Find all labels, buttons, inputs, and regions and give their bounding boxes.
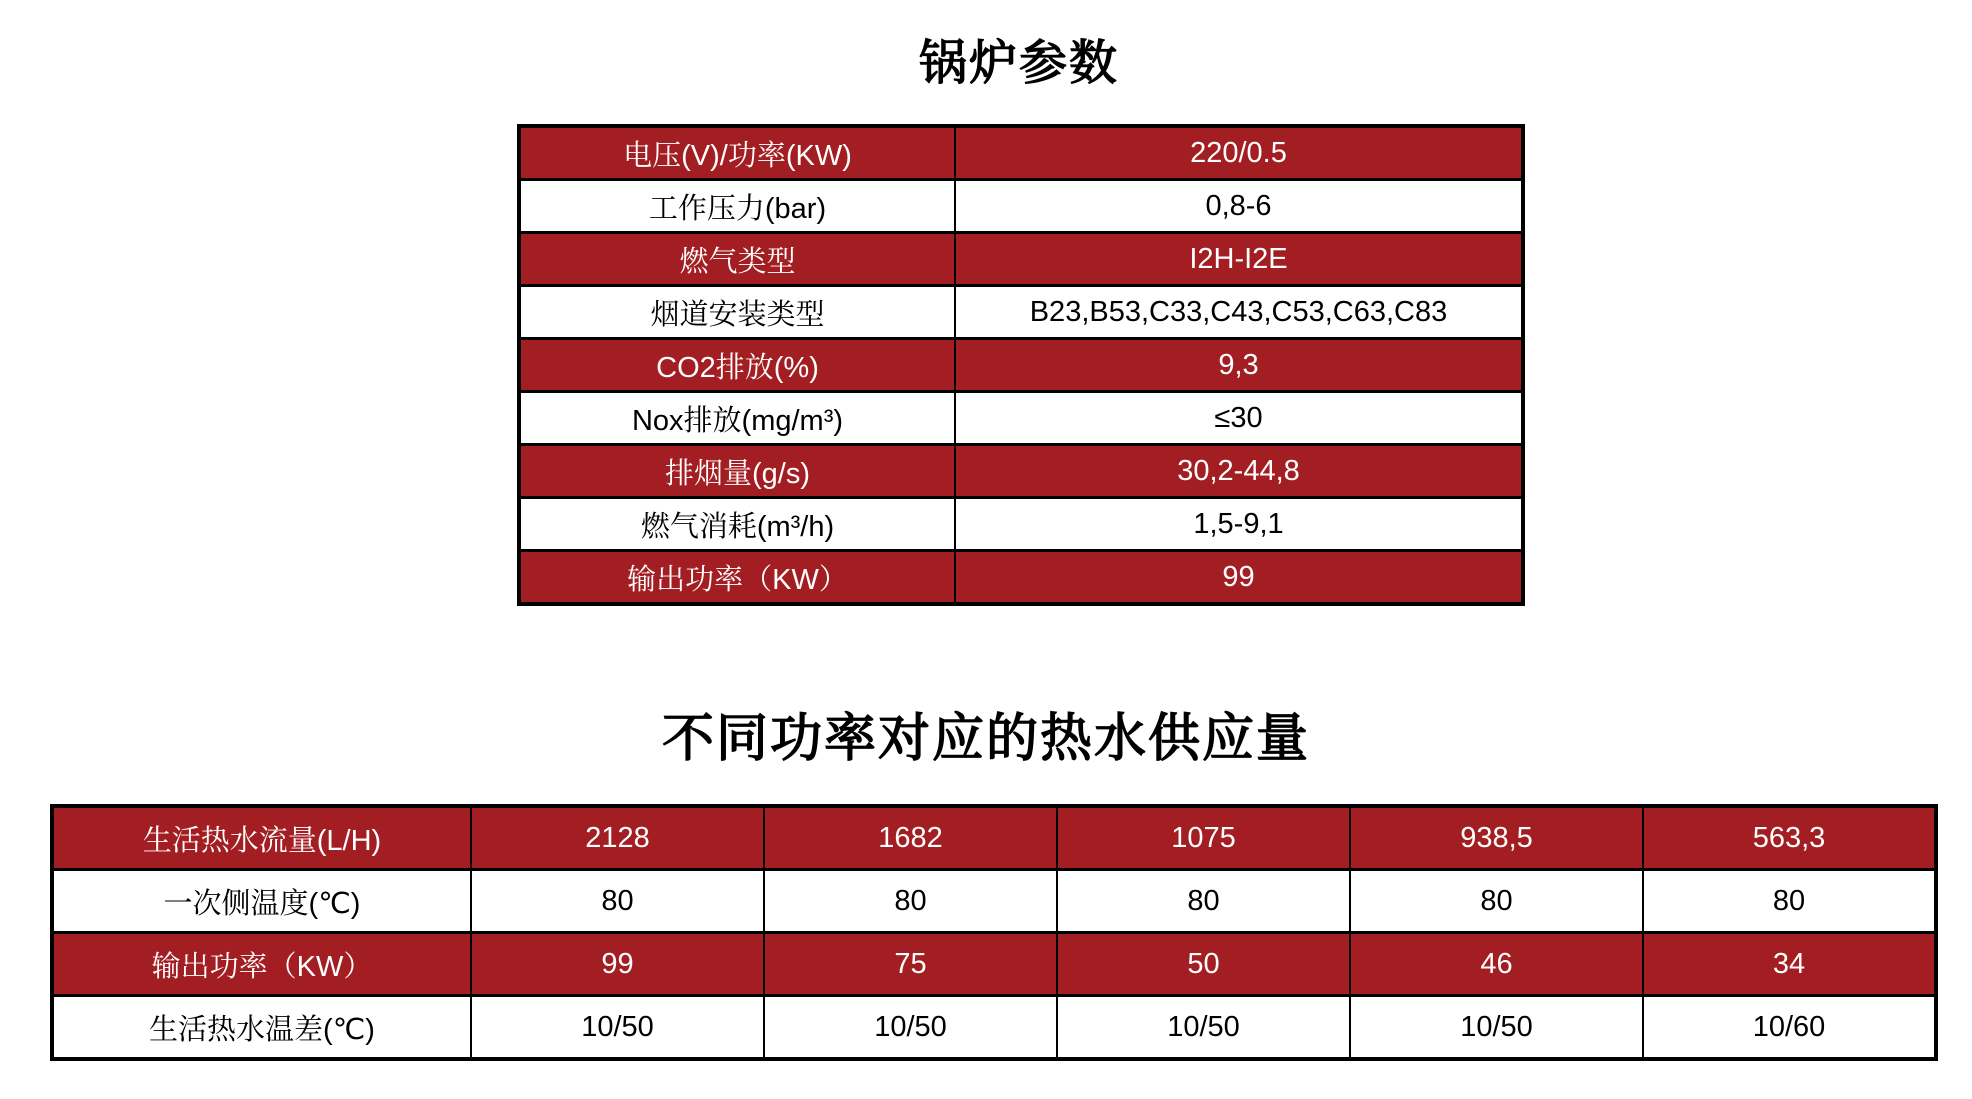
table-row: [52, 996, 1936, 1060]
boiler-table-title: 锅炉参数: [918, 37, 1119, 90]
table-row: [519, 180, 1523, 233]
supply-label-cell: 生活热水温差(℃): [52, 996, 471, 1060]
param-label-cell: 工作压力(bar): [519, 180, 955, 233]
supply-table-title: 不同功率对应的热水供应量: [661, 710, 1310, 768]
table-row: [519, 551, 1523, 605]
supply-value-cell: 80: [1643, 870, 1936, 933]
table-row: [519, 233, 1523, 286]
table-row: [52, 870, 1936, 933]
supply-value-cell: 1075: [1057, 806, 1350, 870]
supply-value-cell: 80: [764, 870, 1057, 933]
param-label-cell: 烟道安装类型: [519, 286, 955, 339]
supply-value-cell: 10/60: [1643, 996, 1936, 1060]
param-label-cell: 排烟量(g/s): [519, 445, 955, 498]
param-label-cell: 输出功率（KW）: [519, 551, 955, 605]
supply-value-cell: 1682: [764, 806, 1057, 870]
supply-label-cell: 输出功率（KW）: [52, 933, 471, 996]
param-value-cell: 0,8-6: [955, 180, 1523, 233]
table-row: [519, 498, 1523, 551]
supply-label-cell: 生活热水流量(L/H): [52, 806, 471, 870]
supply-value-cell: 10/50: [1350, 996, 1643, 1060]
param-label-cell: 电压(V)/功率(KW): [519, 126, 955, 180]
supply-value-cell: 46: [1350, 933, 1643, 996]
param-value-cell: I2H-I2E: [955, 233, 1523, 286]
param-value-cell: 220/0.5: [955, 126, 1523, 180]
table-row: [519, 126, 1523, 180]
supply-value-cell: 10/50: [1057, 996, 1350, 1060]
supply-value-cell: 80: [471, 870, 764, 933]
supply-value-cell: 938,5: [1350, 806, 1643, 870]
param-value-cell: ≤30: [955, 392, 1523, 445]
supply-value-cell: 50: [1057, 933, 1350, 996]
param-value-cell: 30,2-44,8: [955, 445, 1523, 498]
supply-value-cell: 80: [1350, 870, 1643, 933]
supply-value-cell: 80: [1057, 870, 1350, 933]
param-value-cell: B23,B53,C33,C43,C53,C63,C83: [955, 286, 1523, 339]
supply-value-cell: 10/50: [764, 996, 1057, 1060]
supply-value-cell: 563,3: [1643, 806, 1936, 870]
param-label-cell: CO2排放(%): [519, 339, 955, 392]
supply-label-cell: 一次侧温度(℃): [52, 870, 471, 933]
param-label-cell: Nox排放(mg/m³): [519, 392, 955, 445]
supply-value-cell: 99: [471, 933, 764, 996]
hot-water-supply-table: [50, 804, 1938, 1061]
param-value-cell: 9,3: [955, 339, 1523, 392]
param-label-cell: 燃气消耗(m³/h): [519, 498, 955, 551]
table-row: [519, 392, 1523, 445]
supply-value-cell: 10/50: [471, 996, 764, 1060]
table-row: [519, 339, 1523, 392]
table-row: [52, 806, 1936, 870]
table-row: [519, 445, 1523, 498]
supply-value-cell: 75: [764, 933, 1057, 996]
param-value-cell: 99: [955, 551, 1523, 605]
param-label-cell: 燃气类型: [519, 233, 955, 286]
param-value-cell: 1,5-9,1: [955, 498, 1523, 551]
supply-value-cell: 34: [1643, 933, 1936, 996]
supply-value-cell: 2128: [471, 806, 764, 870]
table-row: [52, 933, 1936, 996]
boiler-parameters-table: [517, 124, 1525, 606]
table-row: [519, 286, 1523, 339]
